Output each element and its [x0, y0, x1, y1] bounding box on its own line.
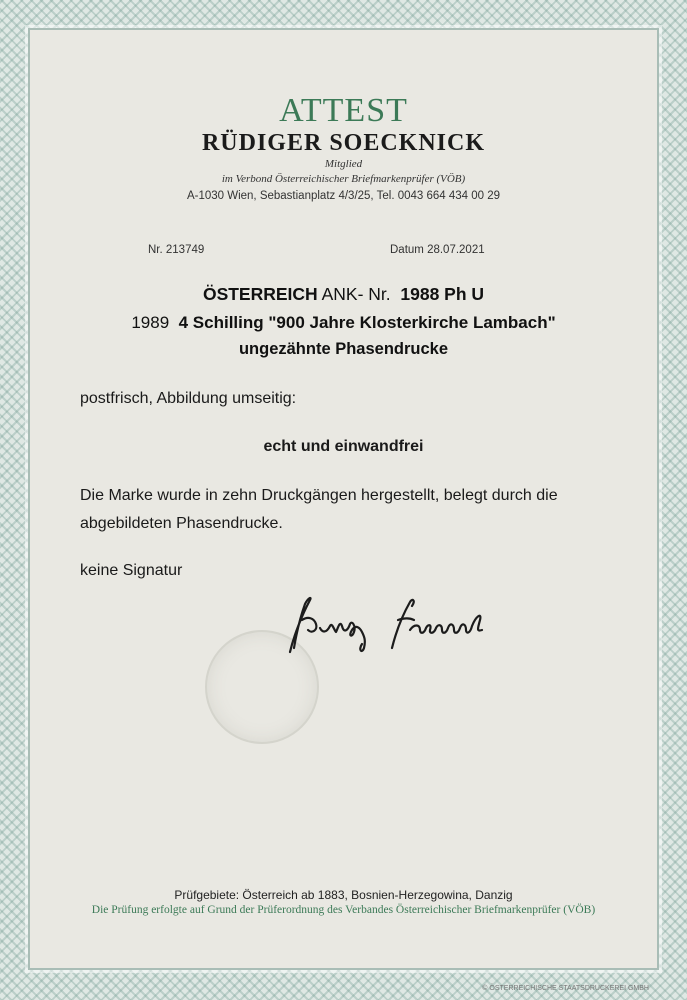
handwritten-signature	[272, 590, 512, 660]
examination-areas: Prüfgebiete: Österreich ab 1883, Bosnien-Herzegowina, Danzig	[174, 888, 513, 902]
stamp-catalog-line	[30, 284, 657, 305]
certificate-date: Datum 28.07.2021	[390, 244, 485, 256]
condition-text: postfrisch, Abbildung umseitig:	[80, 390, 297, 407]
signature-note: keine Signatur	[80, 562, 183, 579]
stamp-variant: ungezähnte Phasendrucke	[238, 340, 449, 358]
description-line-2: abgebildeten Phasendrucke.	[80, 515, 283, 532]
stamp-country: ÖSTERREICH	[202, 284, 318, 304]
certificate-title: ATTEST	[279, 92, 408, 129]
stamp-description-line	[30, 313, 657, 333]
examiner-name: RÜDIGER SOECKNICK	[201, 130, 486, 156]
verdict-text: echt und einwandfrei	[263, 438, 424, 455]
catalog-number: 1988 Ph U	[400, 284, 485, 304]
association-name: im Verbond Österreichischer Briefmarkenprüfer (VÖB)	[221, 173, 466, 185]
printer-imprint: © ÖSTERREICHISCHE STAATSDRUCKEREI GMBH	[482, 985, 649, 992]
description-line-1: Die Marke wurde in zehn Druckgängen hergestellt, belegt durch die	[80, 487, 558, 504]
certificate-number: Nr. 213749	[148, 244, 205, 256]
examination-disclaimer: Die Prüfung erfolgte auf Grund der Prüferordnung des Verbandes Österreichischer Briefmarkenprüfer (VÖB)	[91, 904, 596, 916]
member-label: Mitglied	[324, 158, 363, 170]
examiner-address: A-1030 Wien, Sebastianplatz 4/3/25, Tel. 0043 664 434 00 29	[186, 190, 501, 202]
certificate-body	[30, 30, 657, 992]
stamp-year: 1989	[131, 313, 170, 332]
catalog-prefix: ANK- Nr.	[321, 284, 391, 304]
stamp-description: 4 Schilling "900 Jahre Klosterkirche Lambach"	[178, 313, 556, 332]
